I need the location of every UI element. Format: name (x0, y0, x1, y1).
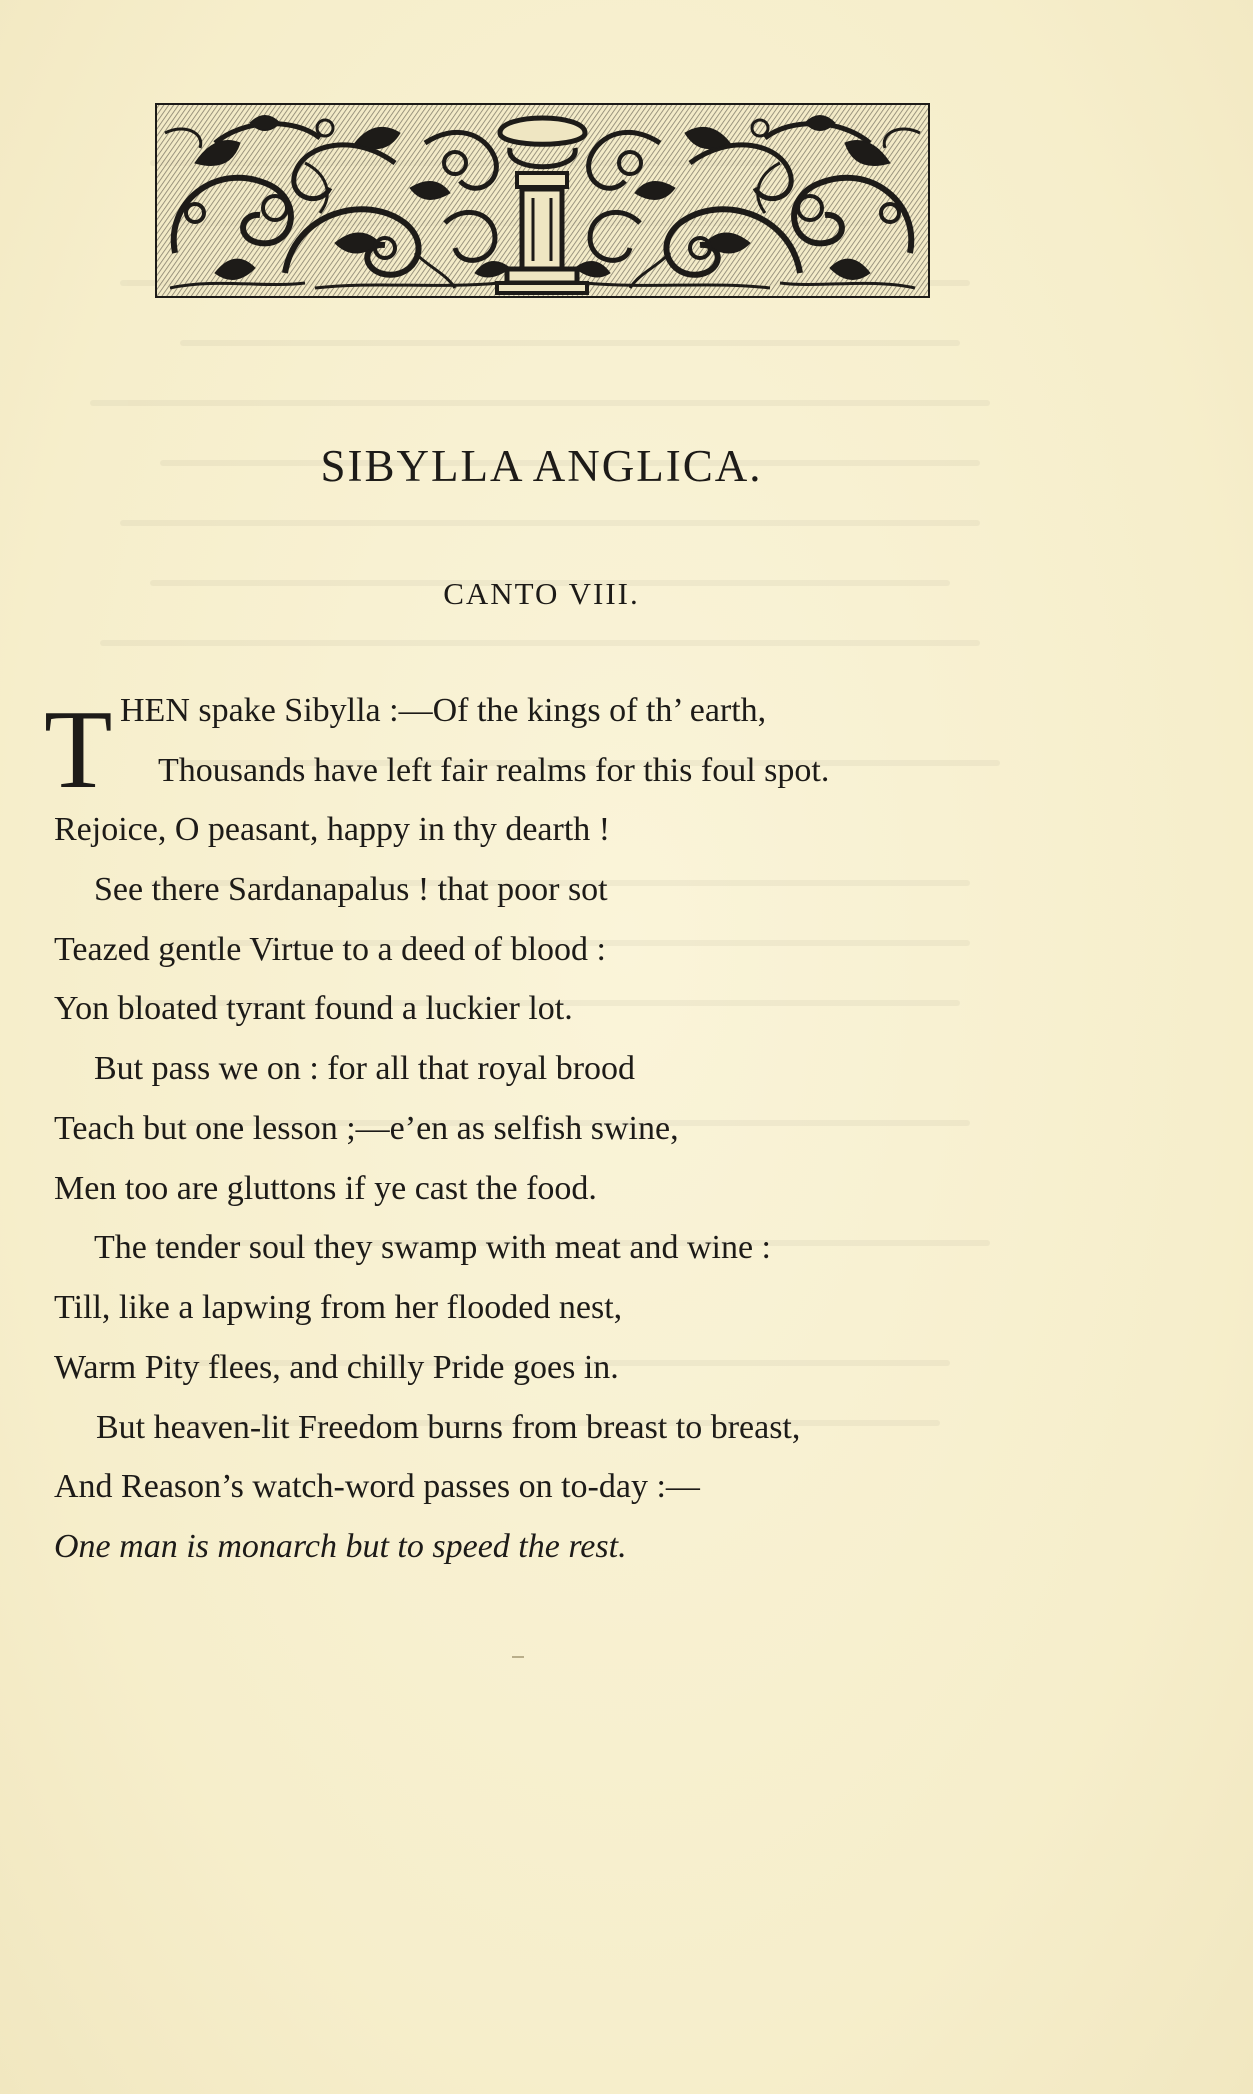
drop-cap: T (44, 688, 113, 812)
verse-line: Yon bloated tyrant found a luckier lot. (54, 990, 573, 1027)
verse-line: Warm Pity flees, and chilly Pride goes in. (54, 1349, 619, 1386)
verse-line: Teach but one lesson ;—e’en as selfish swine, (54, 1110, 679, 1147)
verse-line: Thousands have left fair realms for this foul spot. (158, 752, 830, 789)
verse-line: But heaven-lit Freedom burns from breast to breast, (96, 1409, 801, 1446)
verse-line: The tender soul they swamp with meat and wine : (94, 1229, 771, 1266)
verse-line: See there Sardanapalus ! that poor sot (94, 871, 608, 908)
verse-line: And Reason’s watch-word passes on to-day :— (54, 1468, 700, 1505)
ornamental-headpiece-icon (155, 103, 930, 298)
verse-line-final: One man is monarch but to speed the rest. (54, 1528, 627, 1565)
verse-line: Men too are gluttons if ye cast the food. (54, 1170, 597, 1207)
page-title: SIBYLLA ANGLICA. (320, 441, 763, 491)
verse-line: Rejoice, O peasant, happy in thy dearth ! (54, 811, 611, 848)
canto-heading: CANTO VIII. (443, 576, 640, 611)
verse-line: But pass we on : for all that royal brood (94, 1050, 636, 1087)
page-mark (512, 1656, 524, 1658)
verse-line: Teazed gentle Virtue to a deed of blood : (54, 931, 606, 968)
verse-line: HEN spake Sibylla :—Of the kings of th’ earth, (120, 692, 767, 729)
verse-line: Till, like a lapwing from her flooded nest, (54, 1289, 623, 1326)
